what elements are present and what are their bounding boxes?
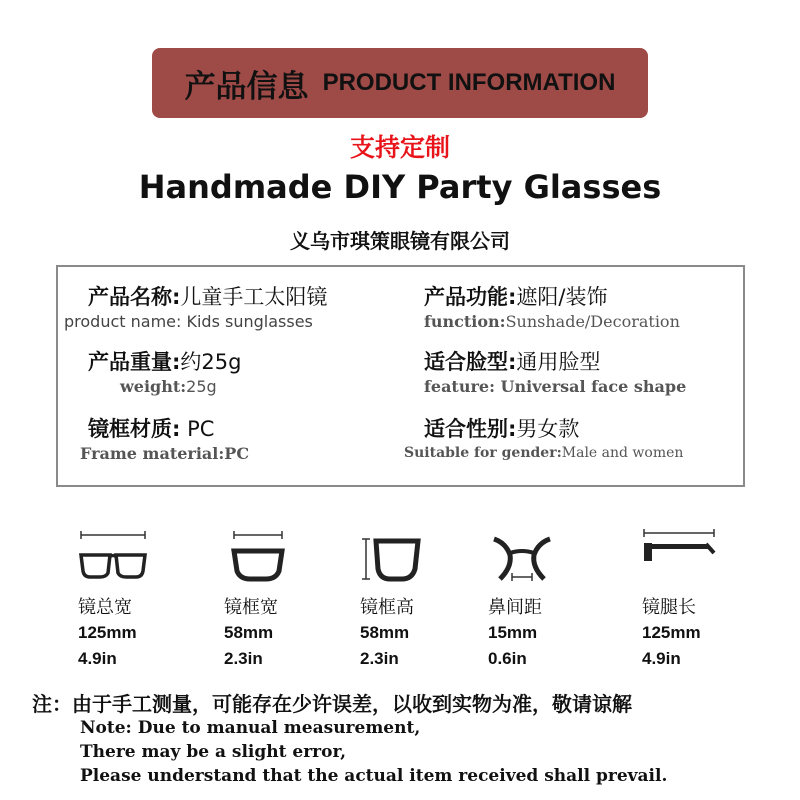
spec-weight <box>88 350 241 398</box>
spec-label: 适合性别: <box>424 417 517 441</box>
measure-label: 镜框宽 <box>224 597 278 618</box>
product-info-banner <box>152 48 648 118</box>
spec-function <box>424 285 680 333</box>
measure-inch: 0.6in <box>488 649 527 668</box>
measure-mm: 15mm <box>488 623 538 642</box>
note-en-line-3: Please understand that the actual item received shall prevail. <box>80 766 668 786</box>
spec-frame-material <box>80 417 250 465</box>
lens-height-icon <box>360 525 430 585</box>
spec-label-en: function: <box>424 312 506 332</box>
banner-title-en: PRODUCT INFORMATION <box>322 69 616 96</box>
measure-temple-length <box>642 525 772 669</box>
lens-width-icon <box>224 525 294 585</box>
measure-inch: 4.9in <box>642 649 681 668</box>
note-en-line-2: There may be a slight error, <box>80 742 347 762</box>
spec-value: PC <box>187 417 215 441</box>
product-title: Handmade DIY Party Glasses <box>138 168 662 206</box>
banner-title-cn: 产品信息 <box>184 68 309 105</box>
measure-lens-height <box>360 525 490 669</box>
measure-mm: 58mm <box>224 623 274 642</box>
spec-label: 产品重量: <box>88 350 181 374</box>
spec-table <box>56 265 745 487</box>
spec-value-en: Male and women <box>561 445 684 462</box>
measure-lens-width <box>224 525 354 669</box>
spec-face-shape <box>424 350 686 398</box>
note-en-line-1: Note: Due to manual measurement, <box>80 718 421 738</box>
spec-label-en: product name: <box>64 312 182 332</box>
measure-label: 镜总宽 <box>78 597 132 618</box>
measure-mm: 125mm <box>642 623 701 642</box>
note-cn: 注：由于手工测量，可能存在少许误差，以收到实物为准，敬请谅解 <box>32 692 632 716</box>
spec-label-en: weight: <box>120 377 187 397</box>
measure-label: 鼻间距 <box>488 597 542 618</box>
company-name: 义乌市琪策眼镜有限公司 <box>290 229 510 253</box>
measure-inch: 2.3in <box>360 649 399 668</box>
measure-label: 镜腿长 <box>642 597 696 618</box>
temple-length-icon <box>642 525 718 585</box>
spec-value: 男女款 <box>516 417 580 441</box>
spec-label: 产品功能: <box>424 285 517 309</box>
spec-value: 遮阳/装饰 <box>516 285 608 309</box>
spec-value: 通用脸型 <box>516 350 601 374</box>
spec-label: 适合脸型: <box>424 350 517 374</box>
spec-value-en: Universal face shape <box>500 377 687 397</box>
customization-note: 支持定制 <box>349 133 450 162</box>
spec-product-name <box>64 285 328 333</box>
spec-value-en: Sunshade/Decoration <box>505 312 680 332</box>
spec-value-en: Kids sunglasses <box>186 312 313 332</box>
spec-value: 儿童手工太阳镜 <box>180 285 328 309</box>
spec-value-en: PC <box>224 444 250 464</box>
measure-label: 镜框高 <box>360 597 414 618</box>
spec-value-en: 25g <box>186 377 217 397</box>
spec-label: 产品名称: <box>88 285 181 309</box>
spec-label-en: feature: <box>424 377 495 397</box>
measure-bridge-distance <box>488 525 618 669</box>
measure-total-width <box>78 525 208 669</box>
spec-label-en: Frame material: <box>80 444 225 464</box>
measure-inch: 2.3in <box>224 649 263 668</box>
spec-gender <box>404 417 684 462</box>
glasses-total-width-icon <box>78 525 148 585</box>
bridge-distance-icon <box>488 525 558 585</box>
spec-label: 镜框材质: <box>88 417 181 441</box>
spec-value: 约25g <box>180 350 242 374</box>
spec-label-en: Suitable for gender: <box>404 445 562 462</box>
measure-mm: 125mm <box>78 623 137 642</box>
measure-mm: 58mm <box>360 623 410 642</box>
measure-inch: 4.9in <box>78 649 117 668</box>
